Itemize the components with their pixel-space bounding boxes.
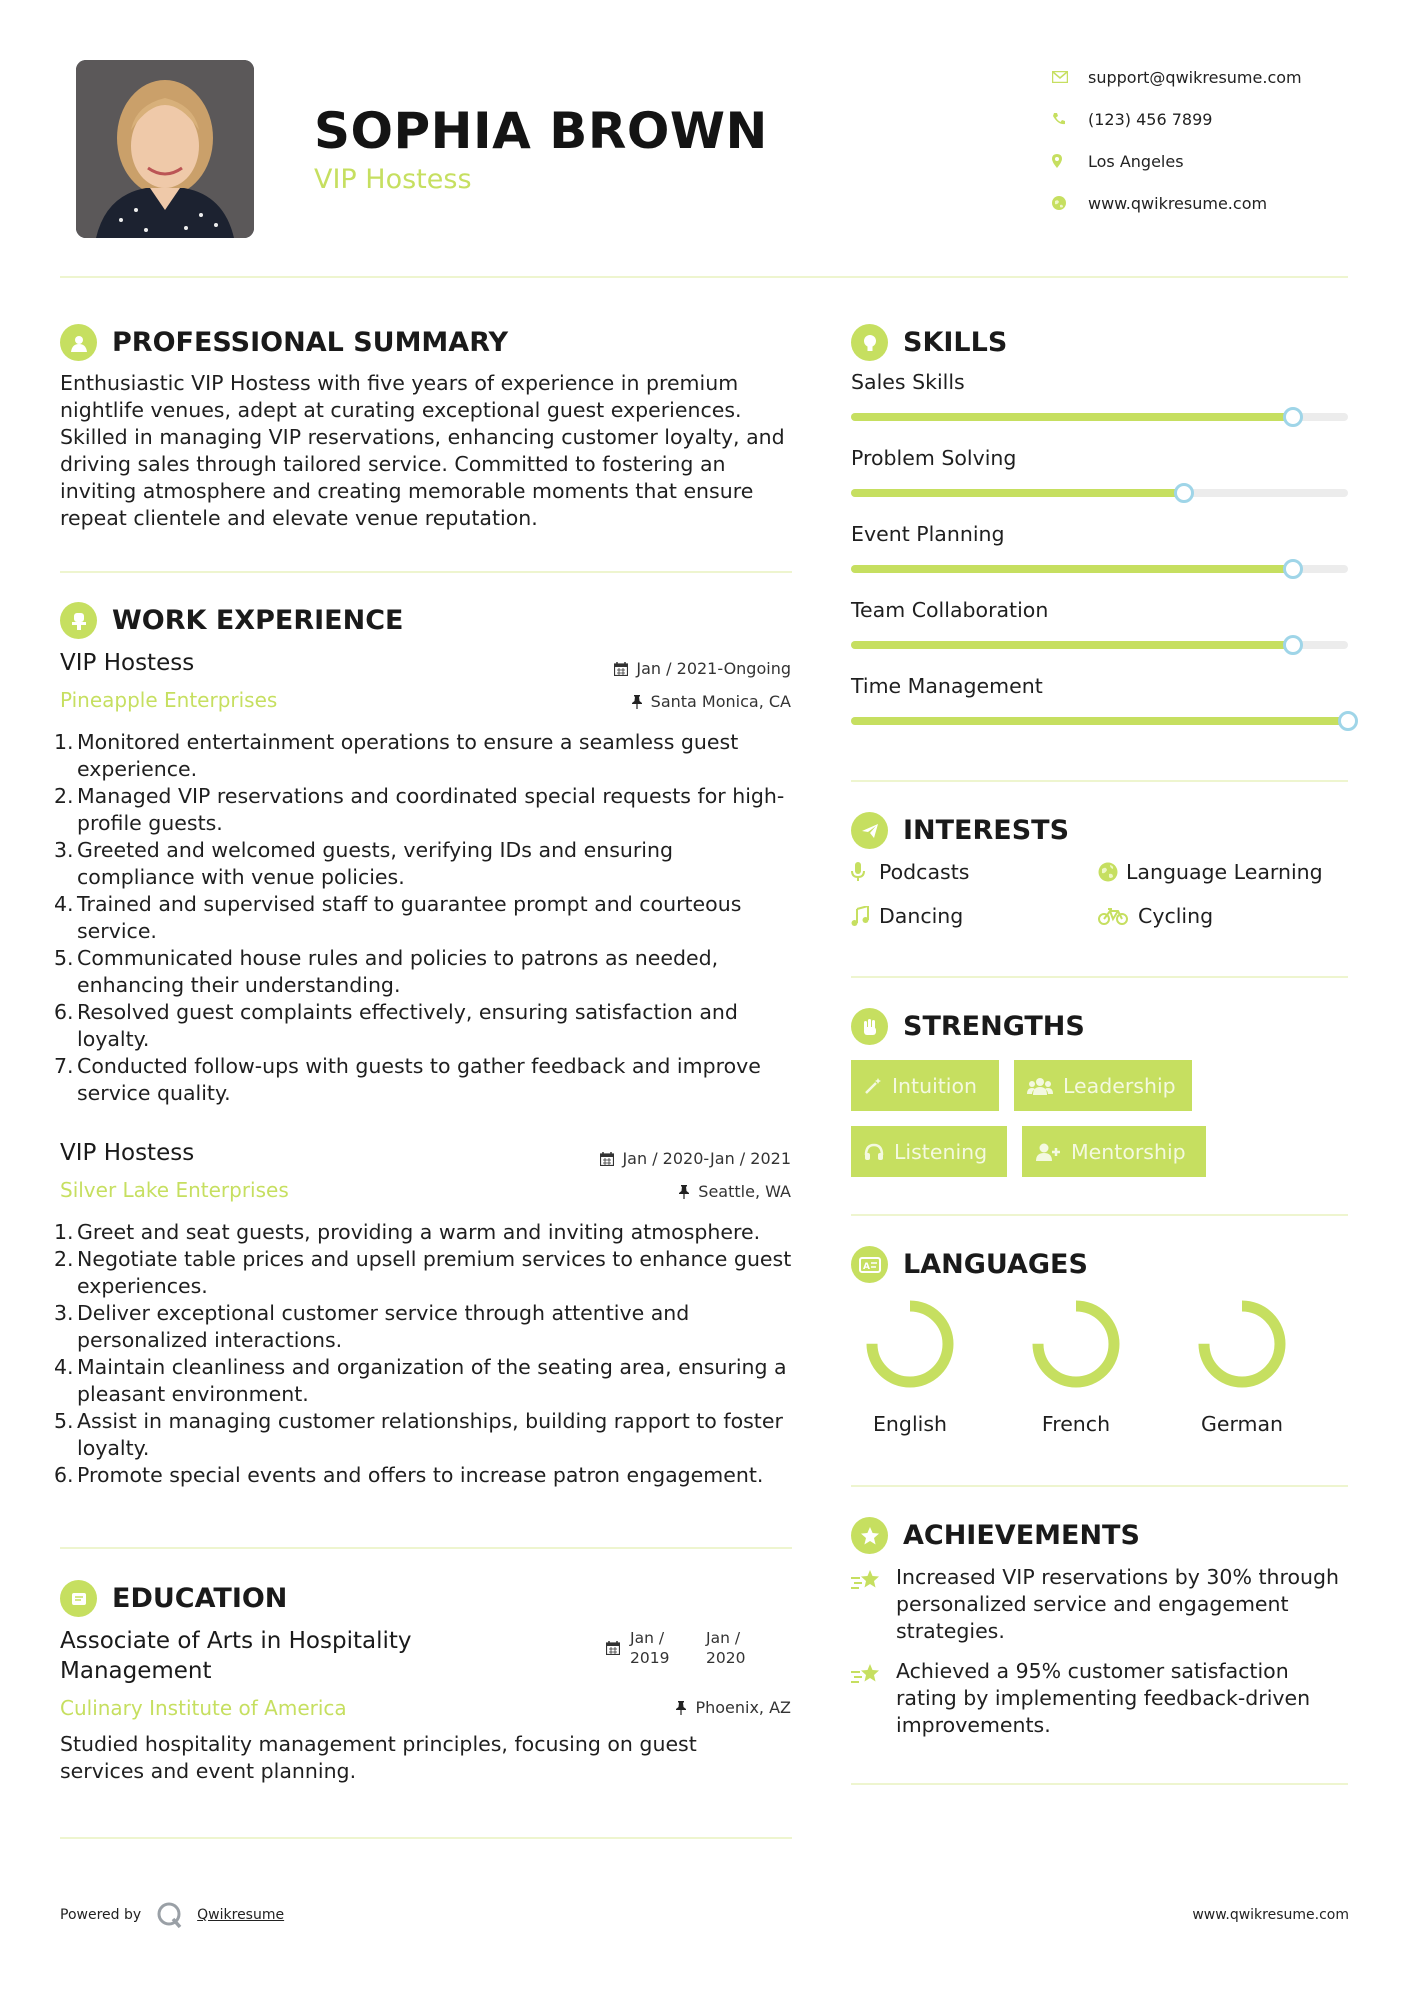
list-item: 3. Deliver exceptional customer service through attentive and personalized interactions. <box>54 1301 690 1352</box>
language-item <box>845 1298 975 1436</box>
job-2-title: VIP Hostess <box>60 1140 195 1166</box>
languages-divider <box>851 1485 1348 1487</box>
language-name: French <box>1041 1412 1111 1436</box>
globe-icon <box>1050 196 1088 210</box>
language-proficiency-ring <box>864 1298 956 1390</box>
skill-level-knob <box>1174 483 1194 503</box>
candidate-name: SOPHIA BROWN <box>314 102 768 160</box>
translate-icon <box>851 1246 888 1283</box>
paper-plane-icon <box>851 812 888 849</box>
language-name: English <box>872 1412 948 1436</box>
skill-bar-fill <box>851 489 1184 497</box>
job-1-location: Santa Monica, CA <box>631 692 791 711</box>
list-item: 6. Resolved guest complaints effectively, ensuring satisfaction and loyalty. <box>54 1000 738 1051</box>
envelope-icon <box>1050 71 1088 83</box>
qwikresume-logo-icon <box>155 1900 185 1930</box>
achievement-item: Achieved a 95% customer satisfaction rating by implementing feedback-driven improvements. <box>851 1658 1351 1739</box>
language-ring-arc <box>1204 1306 1280 1382</box>
star-icon <box>851 1517 888 1554</box>
strength-listening: Listening <box>851 1126 1007 1177</box>
users-icon <box>1027 1077 1053 1095</box>
shooting-star-icon <box>851 1564 896 1645</box>
graduation-icon <box>60 1580 97 1617</box>
briefcase-icon <box>60 602 97 639</box>
education-heading: EDUCATION <box>60 1580 287 1617</box>
job-1-date: Jan / 2021-Ongoing <box>614 659 791 678</box>
language-proficiency-ring <box>1030 1298 1122 1390</box>
language-name: German <box>1200 1412 1284 1436</box>
education-start: Jan / 2019 <box>630 1629 670 1667</box>
list-item: 5. Communicated house rules and policies to patrons as needed, enhancing their understanding. <box>54 946 719 997</box>
contact-phone[interactable]: (123) 456 7899 <box>1050 98 1370 140</box>
job-2-responsibilities <box>54 1219 796 1489</box>
contact-website[interactable]: www.qwikresume.com <box>1050 182 1370 224</box>
footer-website[interactable]: www.qwikresume.com <box>1192 1907 1349 1923</box>
skill-label: Team Collaboration <box>851 598 1049 622</box>
education-end: Jan / 2020 <box>706 1629 746 1667</box>
language-item <box>1011 1298 1141 1436</box>
skill-bar <box>851 489 1348 497</box>
education-dates <box>606 1628 764 1668</box>
education-degree: Associate of Arts in Hospitality Management <box>60 1628 412 1684</box>
list-item: 7. Conducted follow-ups with guests to gather feedback and improve service quality. <box>54 1054 761 1105</box>
list-item: 2. Negotiate table prices and upsell premium services to enhance guest experiences. <box>54 1247 792 1298</box>
calendar-icon <box>606 1641 620 1655</box>
pushpin-icon <box>678 1185 690 1199</box>
summary-text: Enthusiastic VIP Hostess with five years of experience in premium nightlife venues, adept at curating exceptional guest experiences. Skilled in managing VIP reservations, enhancing customer loyalty, and driving sales through tailored service. Committed to fostering an inviting atmosphere and creating memorable moments that ensure repeat clientele and elevate venue reputation. <box>60 371 785 530</box>
languages-heading: A LANGUAGES <box>851 1246 1088 1283</box>
shooting-star-icon <box>851 1658 896 1739</box>
pushpin-icon <box>631 695 643 709</box>
skill-label: Time Management <box>851 674 1043 698</box>
skill-level-knob <box>1338 711 1358 731</box>
strength-leadership: Leadership <box>1014 1060 1192 1111</box>
strengths-divider <box>851 1214 1348 1216</box>
job-2-date: Jan / 2020-Jan / 2021 <box>600 1149 791 1168</box>
language-item <box>1177 1298 1307 1436</box>
language-proficiency-ring <box>1196 1298 1288 1390</box>
globe-icon <box>1098 862 1126 882</box>
language-ring-arc <box>1038 1306 1114 1382</box>
phone-icon <box>1050 112 1088 126</box>
microphone-icon <box>851 862 879 882</box>
strengths-heading: STRENGTHS <box>851 1008 1085 1045</box>
contact-block <box>1050 56 1370 224</box>
skill-bar-fill <box>851 641 1293 649</box>
interests-divider <box>851 976 1348 978</box>
qwikresume-link[interactable]: Qwikresume <box>197 1907 285 1923</box>
summary-heading: PROFESSIONAL SUMMARY <box>60 324 508 361</box>
education-school: Culinary Institute of America <box>60 1696 347 1720</box>
hand-icon <box>851 1008 888 1045</box>
skill-level-knob <box>1283 559 1303 579</box>
skill-bar-fill <box>851 413 1293 421</box>
skills-divider <box>851 780 1348 782</box>
education-location: Phoenix, AZ <box>675 1698 791 1717</box>
skill-bar <box>851 717 1348 725</box>
job-2-company: Silver Lake Enterprises <box>60 1178 289 1202</box>
job-1-responsibilities <box>54 729 796 1107</box>
skill-label: Event Planning <box>851 522 1005 546</box>
footer-powered-by: Powered by Qwikresume <box>60 1900 284 1930</box>
headphones-icon <box>864 1143 884 1161</box>
map-pin-icon <box>1050 154 1088 168</box>
skill-bar-fill <box>851 565 1293 573</box>
education-divider <box>60 1837 792 1839</box>
bicycle-icon <box>1098 907 1138 925</box>
work-divider <box>60 1547 792 1549</box>
contact-email[interactable]: support@qwikresume.com <box>1050 56 1370 98</box>
strength-mentorship: Mentorship <box>1022 1126 1206 1177</box>
job-1-company: Pineapple Enterprises <box>60 688 278 712</box>
svg-text:A: A <box>862 1261 870 1272</box>
interest-dancing: Dancing <box>851 904 963 928</box>
header-divider <box>60 276 1348 278</box>
interest-podcasts: Podcasts <box>851 860 969 884</box>
profile-photo <box>76 60 254 238</box>
achievements-heading: ACHIEVEMENTS <box>851 1517 1140 1554</box>
skill-bar <box>851 565 1348 573</box>
lightbulb-icon <box>851 324 888 361</box>
work-heading: WORK EXPERIENCE <box>60 602 403 639</box>
skill-bar-fill <box>851 717 1348 725</box>
pushpin-icon <box>675 1701 687 1715</box>
music-note-icon <box>851 906 879 926</box>
skill-label: Problem Solving <box>851 446 1017 470</box>
user-icon <box>60 324 97 361</box>
skills-heading: SKILLS <box>851 324 1007 361</box>
skill-bar <box>851 413 1348 421</box>
list-item: 3. Greeted and welcomed guests, verifying IDs and ensuring compliance with venue policies. <box>54 838 673 889</box>
magic-wand-icon <box>864 1077 882 1095</box>
interests-heading: INTERESTS <box>851 812 1069 849</box>
list-item: 5. Assist in managing customer relationships, building rapport to foster loyalty. <box>54 1409 783 1460</box>
candidate-title: VIP Hostess <box>314 164 472 195</box>
list-item: 1. Greet and seat guests, providing a warm and inviting atmosphere. <box>54 1220 761 1244</box>
strength-intuition: Intuition <box>851 1060 999 1111</box>
job-1-title: VIP Hostess <box>60 650 195 676</box>
skill-bar <box>851 641 1348 649</box>
skill-level-knob <box>1283 407 1303 427</box>
education-description: Studied hospitality management principles, focusing on guest services and event planning. <box>60 1732 697 1783</box>
language-ring-arc <box>872 1306 948 1382</box>
list-item: 2. Managed VIP reservations and coordinated special requests for high-profile guests. <box>54 784 785 835</box>
interest-language-learning: Language Learning <box>1098 860 1323 884</box>
calendar-icon <box>600 1152 614 1166</box>
calendar-icon <box>614 662 628 676</box>
skill-level-knob <box>1283 635 1303 655</box>
list-item: 6. Promote special events and offers to increase patron engagement. <box>54 1463 764 1487</box>
contact-location: Los Angeles <box>1050 140 1370 182</box>
interest-cycling: Cycling <box>1098 904 1213 928</box>
job-2-location: Seattle, WA <box>678 1182 791 1201</box>
achievements-divider <box>851 1783 1348 1785</box>
list-item: 4. Trained and supervised staff to guarantee prompt and courteous service. <box>54 892 742 943</box>
achievement-item: Increased VIP reservations by 30% through personalized service and engagement strategies. <box>851 1564 1351 1645</box>
skill-label: Sales Skills <box>851 370 965 394</box>
summary-divider <box>60 571 792 573</box>
list-item: 4. Maintain cleanliness and organization of the seating area, ensuring a pleasant environment. <box>54 1355 787 1406</box>
user-plus-icon <box>1035 1143 1061 1161</box>
list-item: 1. Monitored entertainment operations to ensure a seamless guest experience. <box>54 730 739 781</box>
